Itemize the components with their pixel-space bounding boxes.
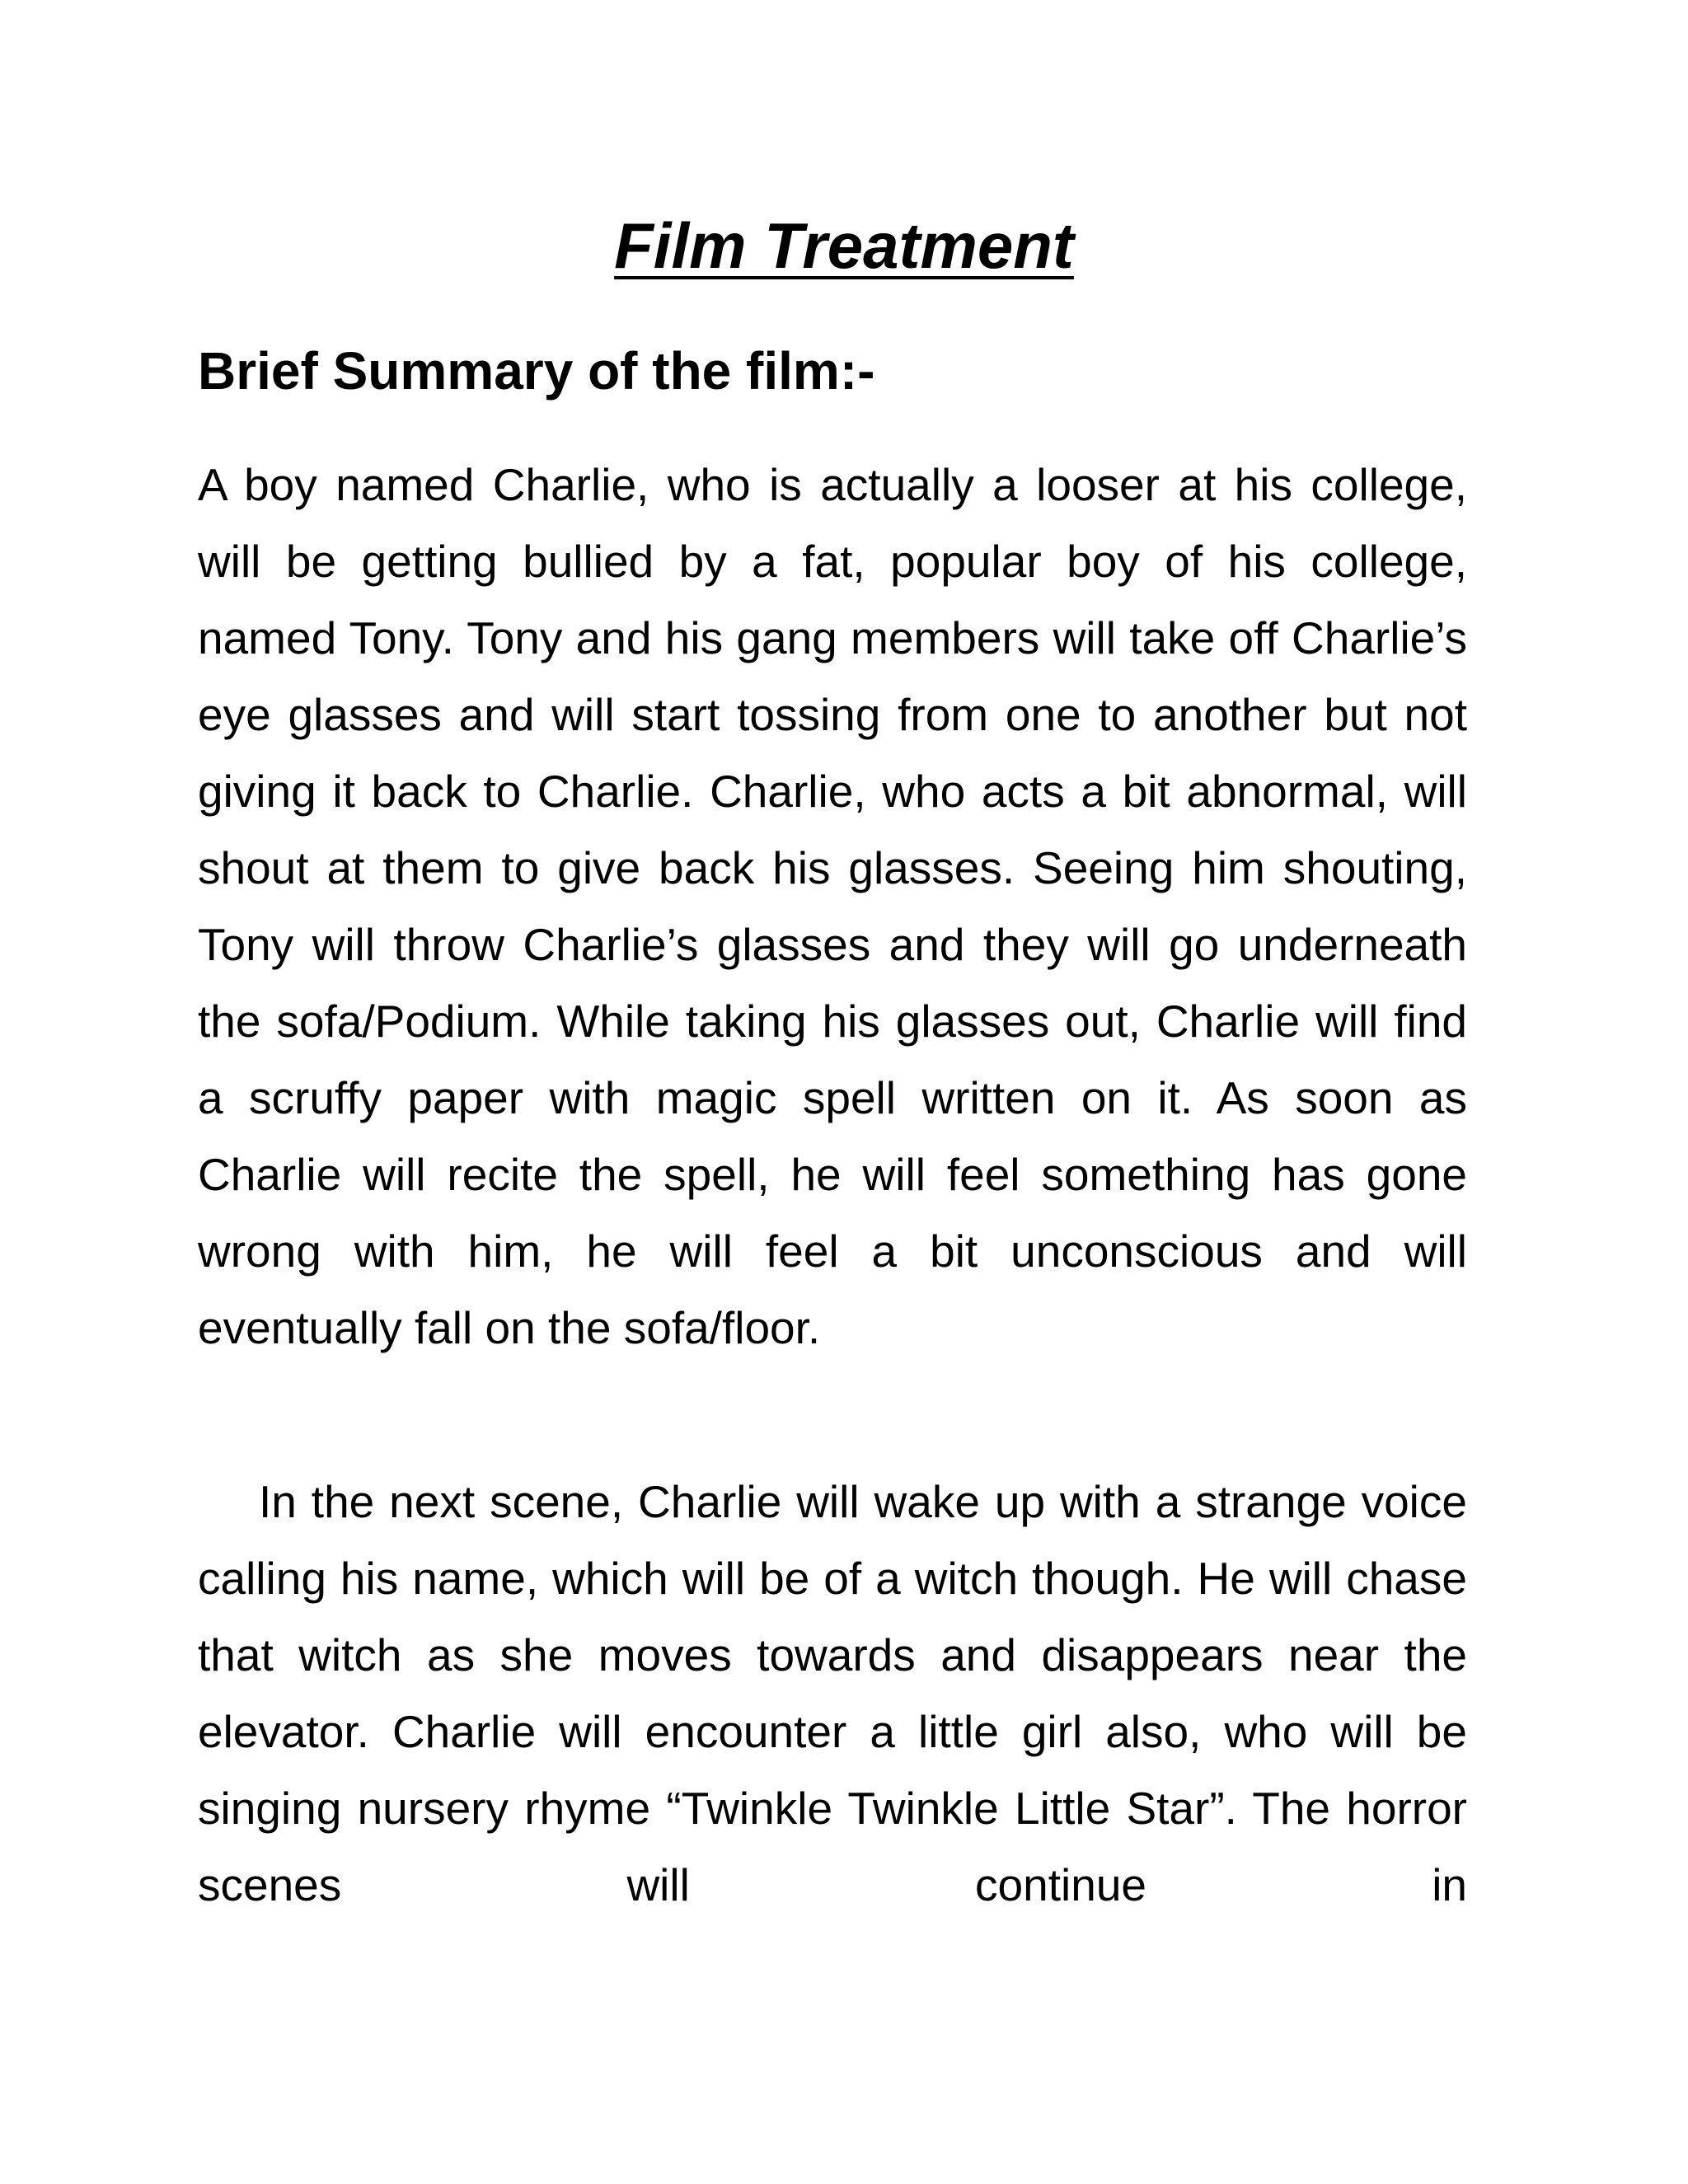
document-title xyxy=(0,204,1688,287)
document-title-text: Film Treatment xyxy=(614,209,1074,282)
section-heading: Brief Summary of the film:- xyxy=(198,341,875,401)
summary-paragraph-2: In the next scene, Charlie will wake up with a strange voice calling his name, which will be of a witch though. He will chase that witch as she moves towards and disappears near the elevator. Charlie will encounter a little girl also, who will be singing nursery rhyme “Twinkle Twinkle Little Star”. The horror scenes will continue in xyxy=(198,1476,1467,1910)
summary-paragraph-1: A boy named Charlie, who is actually a looser at his college, will be getting bullied by a fat, popular boy of his college, named Tony. Tony and his gang members will take off Charlie’s eye glasses and will start tossing from one to another but not giving it back to Charlie. Charlie, who acts a bit abnormal, will shout at them to give back his glasses. Seeing him shouting, Tony will throw Charlie’s glasses and they will go underneath the sofa/Podium. While taking his glasses out, Charlie will find a scruffy paper with magic spell written on it. As soon as Charlie will recite the spell, he will feel something has gone wrong with him, he will feel a bit unconscious and will eventually fall on the sofa/floor. xyxy=(198,459,1467,1353)
